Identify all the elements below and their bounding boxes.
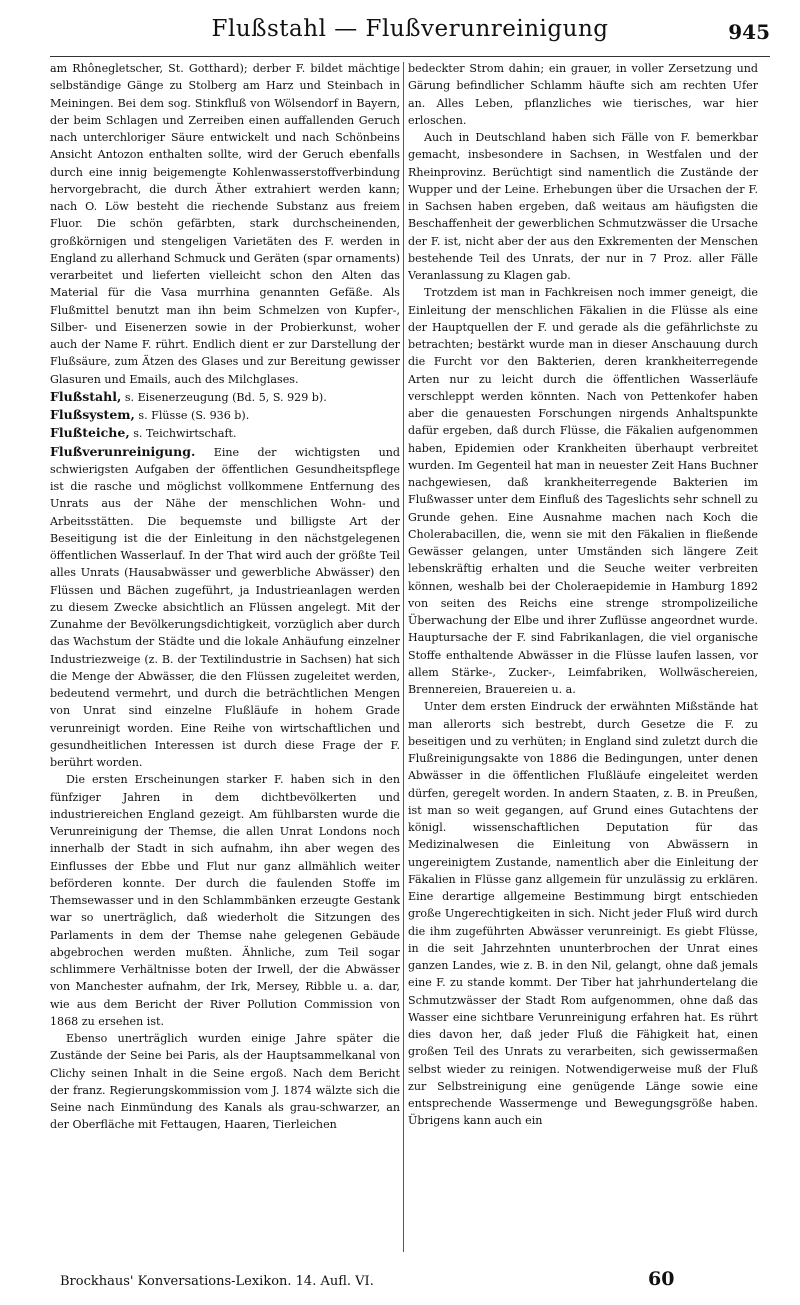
paragraph-paris: Ebenso unerträglich wurden einige Jahre später die Zustände der Seine bei Paris, als der Hauptsammelkanal von Clichy seinen Inhalt in die Seine ergoß. Nach dem Bericht der franz. Regierungskommission vom J. 1874 wälzte sich die Seine nach Einmündung des Kanals als grau-schwarzer, an der Oberfläche mit Fettaugen, Haaren, Tierleichen [50, 1032, 400, 1132]
entry-flusssystem [50, 406, 400, 424]
entry-text: s. Teichwirtschaft. [129, 427, 237, 441]
paragraph-trotzdem: Trotzdem ist man in Fachkreisen noch immer geneigt, die Einleitung der menschlichen Fäkalien in die Flüsse als eine der Hauptquellen der F. und gerade als die gefährlichste zu betrachten; bestärkt wurde man in dieser Anschauung durch die Furcht vor den Bakterien, deren krankheiterregende Arten nur zu leicht durch die öffentlichen Wasserläufe verschleppt werden könnten. Nach von Pettenkofer haben aber die genauesten Forschungen nirgends Anhaltspunkte dafür ergeben, daß durch Flüsse, die Fäkalien aufgenommen haben, Epidemien oder Krankheiten überhaupt verbreitet wurden. Im Gegenteil hat man in neuester Zeit Hans Buchner nachgewiesen, daß krankheiterregende Bakterien im Flußwasser unter dem Einfluß des Tageslichts sehr schnell zu Grunde gehen. Eine Ausnahme machen nach Koch die Cholerabacillen, die, wenn sie mit den Fäkalien in fließende Gewässer gelangen, unter Umständen sich längere Zeit lebenskräftig erhalten und die Seuche weiter verbreiten können, weshalb bei der Choleraepidemie in Hamburg 1892 von seiten des Reichs eine strenge strompolizeiliche Überwachung der Elbe und ihrer Zuflüsse angeordnet wurde. Hauptursache der F. sind Fabrikanlagen, die viel organische Stoffe enthaltende Abwässer in die Flüsse laufen lassen, vor allem Stärke-, Zucker-, Leimfabriken, Wollwäschereien, Brennereien, Brauereien u. a. [408, 286, 758, 696]
entry-flussstahl [50, 388, 400, 406]
paragraph-gesetze: Unter dem ersten Eindruck der erwähnten Mißstände hat man allerorts sich bestrebt, durch Gesetze die F. zu beseitigen und zu verhüten; in England sind zuletzt durch die Flußreinigungsakte von 1886 die Bedingungen, unter denen Abwässer in die öffentlichen Flußläufe eingeleitet werden dürfen, geregelt worden. In andern Staaten, z. B. in Preußen, ist man so weit gegangen, auf Grund eines Gutachtens der königl. wissenschaftlichen Deputation für das Medizinalwesen die Einleitung von Abwässern in ungereinigtem Zustande, namentlich aber die Einleitung der Fäkalien in Flüsse ganz allgemein für unzulässig zu erklären. Eine derartige allgemeine Bestimmung birgt entschieden große Ungerechtigkeiten in sich. Nicht jeder Fluß wird durch die ihm zugeführten Abwässer verunreinigt. Es giebt Flüsse, in die seit Jahrzehnten ununterbrochen der Unrat eines ganzen Landes, wie z. B. in den Nil, gelangt, ohne daß jemals eine F. zu stande kommt. Der Tiber hat jahrhundertelang die Schmutzwässer der Stadt Rom aufgenommen, ohne daß das Wasser eine sichtbare Verunreinigung erfahren hat. Es rührt dies davon her, daß jeder Fluß die Fähigkeit hat, einen großen Teil des Unrats zu verarbeiten, sich gewissermaßen selbst wieder zu reinigen. Notwendigerweise muß der Fluß zur Selbstreinigung eine genügende Länge sowie eine entsprechende Wassermenge und Bewegungsgröße haben. Übrigens kann auch ein [408, 700, 758, 1128]
publisher-line: Brockhaus' Konversations-Lexikon. 14. Aufl. VI. [60, 1274, 374, 1289]
left-column [50, 60, 400, 1260]
entry-flussverunreinigung [50, 443, 400, 772]
paragraph-seine-cont: bedeckter Strom dahin; ein grauer, in voller Zersetzung und Gärung befindlicher Schlamm häufte sich am rechten Ufer an. Alles Leben, pflanzliches wie tierisches, war hier erloschen. [408, 62, 758, 127]
paragraph-flussspat-end: am Rhônegletscher, St. Gotthard); derber F. bildet mächtige selbständige Gänge zu Stolberg am Harz und Steinbach in Meiningen. Bei dem sog. Stinkfluß von Wölsendorf in Bayern, der beim Schlagen und Zerreiben einen auffallenden Geruch nach unterchloriger Säure entwickelt und nach Schönbeins Ansicht Antozon enthalten sollte, wird der Geruch ebenfalls durch eine innig beigemengte Kohlenwasserstoffverbindung hervorgebracht, die durch Äther extrahiert werden kann; nach O. Löw besteht die riechende Substanz aus freiem Fluor. Die schön gefärbten, stark durchscheinenden, großkörnigen und stengeligen Varietäten des F. werden in England zu allerhand Schmuck und Geräten (spar ornaments) verarbeitet und lieferten vielleicht schon den Alten das Material für die Vasa murrhina genannten Gefäße. Als Flußmittel benutzt man ihn beim Schmelzen von Kupfer-, Silber- und Eisenerzen sowie in der Probierkunst, woher auch der Name F. rührt. Endlich dient er zur Darstellung der Flußsäure, zum Ätzen des Glases und zur Bereitung gewisser Glasuren und Emails, auch des Milchglases. [50, 62, 400, 386]
paragraph-england: Die ersten Erscheinungen starker F. haben sich in den fünfziger Jahren in dem dichtbevölkerten und industriereichen England gezeigt. Am fühlbarsten wurde die Verunreinigung der Themse, die allen Unrat Londons noch innerhalb der Stadt in sich aufnahm, ihn aber wegen des Einflusses der Ebbe und Flut nur ganz allmählich weiter beförderen konnte. Der durch die faulenden Stoffe im Themsewasser und in den Schlammbänken erzeugte Gestank war so unerträglich, daß wiederholt die Sitzungen des Parlaments in dem der Themse nahe gelegenen Gebäude abgebrochen werden mußten. Ähnliche, zum Teil sogar schlimmere Verhältnisse boten der Irwell, der die Abwässer von Manchester aufnahm, der Irk, Mersey, Ribble u. a. dar, wie aus dem Bericht der River Pollution Commission von 1868 zu ersehen ist. [50, 773, 400, 1028]
page-header [50, 0, 770, 57]
entry-flussteiche [50, 424, 400, 442]
headword: Flußverunreinigung. [50, 443, 196, 459]
page-title: Flußstahl — Flußverunreinigung [211, 16, 609, 42]
headword: Flußstahl, [50, 388, 122, 404]
entry-text: s. Flüsse (S. 936 b). [134, 409, 250, 422]
paragraph-deutschland: Auch in Deutschland haben sich Fälle von F. bemerkbar gemacht, insbesondere in Sachsen, in Westfalen und der Rheinprovinz. Berüchtigt sind namentlich die Zustände der Wupper und der Leine. Erhebungen über die Ursachen der F. in Sachsen haben ergeben, daß weitaus am häufigsten die Beschaffenheit der gewerblichen Schmutzwässer die Ursache der F. ist, nicht aber der aus den Exkrementen der Menschen bestehende Teil des Unrats, der nur in 7 Proz. aller Fälle Veranlassung zu Klagen gab. [408, 131, 758, 282]
headword: Flußsystem, [50, 407, 135, 422]
headword: Flußteiche, [50, 425, 130, 441]
column-divider [403, 62, 404, 1252]
page-footer [50, 1268, 770, 1298]
entry-text: s. Eisenerzeugung (Bd. 5, S. 929 b). [121, 390, 327, 404]
entry-text: Eine der wichtigsten und schwierigsten Aufgaben der öffentlichen Gesundheitspflege ist die rasche und möglichst vollkommene Entfernung des Unrats aus der Nähe der menschlichen Wohn- und Arbeitsstätten. Die bequemste und billigste Art der Beseitigung ist die der Einleitung in den nächstgelegenen öffentlichen Wasserlauf. In der That wird auch der größte Teil alles Unrats (Hausabwässer und gewerbliche Abwässer) den Flüssen und Bächen zugeführt, ja Industrieanlagen werden zu diesem Zwecke absichtlich an Flüssen angelegt. Mit der Zunahme der Bevölkerungsdichtigkeit, vorzüglich aber durch das Wachstum der Städte und die lokale Anhäufung einzelner Industriezweige (z. B. der Textilindustrie in Sachsen) hat sich die Menge der Abwässer, die den Flüssen zugeleitet werden, bedeutend vermehrt, und durch die beträchtlichen Mengen von Unrat sind einzelne Flußläufe in hohem Grade verunreinigt worden. Eine Reihe von wirtschaftlichen und gesundheitlichen Interessen ist durch diese Frage der F. berührt worden. [50, 445, 400, 769]
right-column [408, 60, 758, 1260]
page-number: 945 [728, 20, 770, 44]
sheet-number: 60 [648, 1268, 675, 1290]
